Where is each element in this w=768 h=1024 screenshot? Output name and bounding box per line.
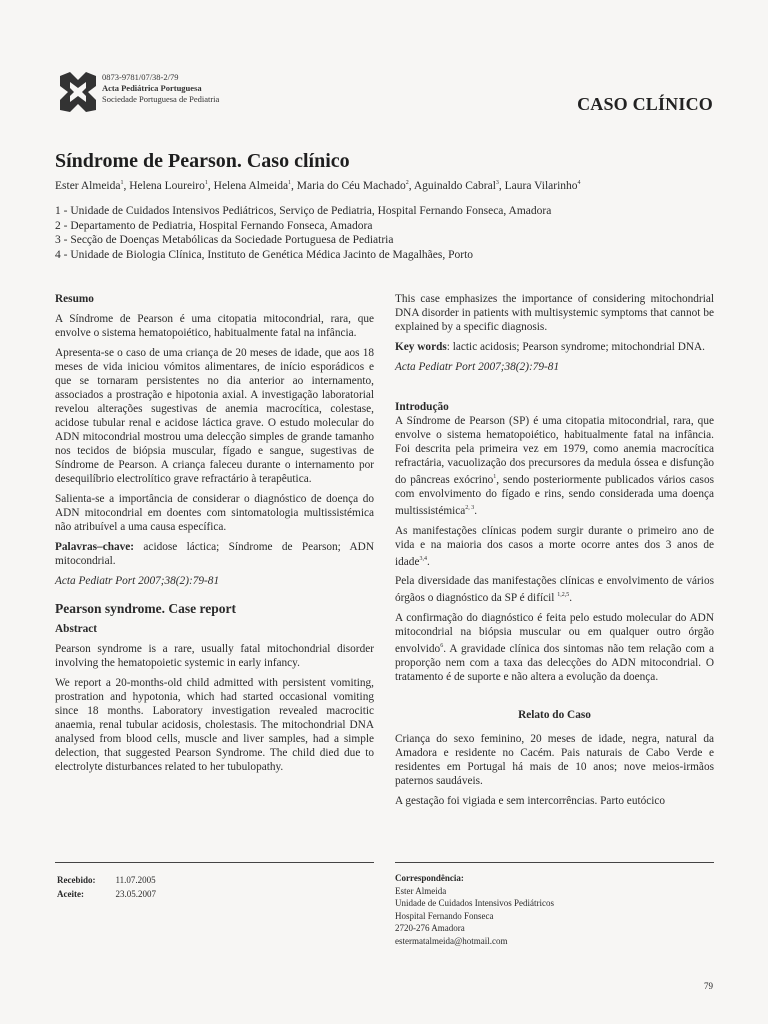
- journal-meta: [102, 72, 219, 105]
- abstract-paragraph: Pearson syndrome is a rare, usually fatal mitochondrial disorder involving the hematopoietic systemic in early infancy.: [55, 643, 374, 669]
- author: Aguinaldo Cabral: [413, 180, 496, 192]
- correspondence-line: 2720-276 Amadora: [395, 923, 465, 934]
- affiliation: 1 - Unidade de Cuidados Intensivos Pediátricos, Serviço de Pediatria, Hospital Fernando Fonseca, Amadora: [55, 205, 552, 217]
- author-list: Ester Almeida$^1$, Helena Loureiro$^1$, Helena Almeida$^1$, Maria do Céu Machado$^2$, Aguinaldo Cabral$^3$, Laura Vilarinho$^4$: [55, 180, 581, 192]
- article-title: Síndrome de Pearson. Caso clínico: [55, 150, 350, 172]
- relato-paragraph: Criança do sexo feminino, 20 meses de idade, negra, natural da Amadora e residente no Cacém. Pais naturais de Cabo Verde e residentes em Portugal há mais de 10 anos; nove meios-irmãos paternos saudáveis.: [395, 732, 714, 787]
- resumo-keywords: Palavras–chave: acidose láctica; Síndrome de Pearson; ADN mitocondrial.: [55, 541, 374, 567]
- author: Helena Loureiro: [129, 180, 205, 192]
- abstract-paragraph: This case emphasizes the importance of considering mitochondrial DNA disorder in patients with multisystemic symptoms that cannot be explained by a specific diagnosis.: [395, 293, 714, 333]
- resumo-paragraph: Salienta-se a importância de considerar o diagnóstico de doença do ADN mitocondrial em doentes com sintomatologia multissistémica não atribuível a uma causa específica.: [55, 493, 374, 533]
- affiliations: [55, 204, 715, 262]
- affiliation: 3 - Secção de Doenças Metabólicas da Sociedade Portuguesa de Pediatria: [55, 234, 394, 246]
- resumo-heading: Resumo: [55, 293, 94, 305]
- abstract-heading: Abstract: [55, 623, 98, 635]
- dates-table: [55, 872, 176, 902]
- accepted-date: 23.05.2007: [115, 889, 156, 899]
- english-title: Pearson syndrome. Case report: [55, 601, 236, 616]
- correspondence-line: Ester Almeida: [395, 885, 447, 896]
- intro-paragraph: A confirmação do diagnóstico é feita pelo estudo molecular do ADN mitocondrial na biópsia muscular ou em qualquer outro órgão envolvido$^6$. A gravidade clínica dos sintomas não tem relação com a proporção nem com a taxa das delecções do ADN mitocondrial. O tratamento é de suporte e não altera a evolução da doença.: [395, 612, 714, 683]
- correspondence-line: Hospital Fernando Fonseca: [395, 910, 494, 921]
- author: Ester Almeida: [55, 180, 121, 192]
- received-date: 11.07.2005: [115, 875, 156, 885]
- correspondence-line: Unidade de Cuidados Intensivos Pediátricos: [395, 898, 554, 909]
- affiliation: 2 - Departamento de Pediatria, Hospital Fernando Fonseca, Amadora: [55, 219, 373, 232]
- left-column: [55, 292, 374, 780]
- abstract-keywords: Key words: lactic acidosis; Pearson syndrome; mitochondrial DNA.: [395, 341, 705, 353]
- correspondence-email: estermatalmeida@hotmail.com: [395, 935, 508, 946]
- relato-heading: Relato do Caso: [518, 708, 591, 721]
- correspondence: [395, 872, 554, 948]
- author: Helena Almeida: [213, 180, 289, 192]
- abstract-paragraph: We report a 20-months-old child admitted with persistent vomiting, prostration and hypotonia, which had started occasional vomiting since 18 months. Laboratory investigation revealed macrocitic anaemia, renal tubular acidosis, cholestasis. The mitochondrial DNA analysed from blood cells, muscle and liver samples, had a simple delection, that suggested Pearson Syndrome. The child died due to electrolyte disturbances related to her tubulopathy.: [55, 677, 374, 773]
- intro-paragraph: A Síndrome de Pearson (SP) é uma citopatia mitocondrial, rara, que envolve o sistema hematopoiético, habitualmente fatal na infância. Foi descrita pela primeira vez em 1979, como anemia macrocítica refractária, vacuolização dos precursores da medula óssea e disfunção do pâncreas exócrino$^1$, sendo posteriormente publicados vários casos com envolvimento do fígado e rins, sendo considerada uma doença multissistémica$^{2, 3}$.: [395, 415, 714, 517]
- resumo-citation: Acta Pediatr Port 2007;38(2):79-81: [55, 575, 220, 587]
- author: Maria do Céu Machado: [296, 180, 406, 192]
- footer-rule-right: [395, 862, 714, 863]
- abstract-citation: Acta Pediatr Port 2007;38(2):79-81: [395, 361, 560, 373]
- affiliation: 4 - Unidade de Biologia Clínica, Instituto de Genética Médica Jacinto de Magalhães, Porto: [55, 248, 474, 261]
- resumo-paragraph: Apresenta-se o caso de uma criança de 20 meses de idade, que aos 18 meses de vida iniciou vómitos alimentares, de início esporádicos e que se tornaram persistentes no dia anterior ao internamento, associados a prostração e hipotonia axial. A investigação laboratorial revelou alterações sugestivas de anemia macrocítica, colestase, acidose tubular renal e acidose láctica grave. O estudo molecular do ADN mitocondrial mostrou uma delecção simples de grande tamanho nos tecidos de biópsia muscular, fígado e sangue, sugestivas de Síndrome de Pearson. A criança faleceu durante o internamento por desequilíbrio electrolítico grave refractário à terapêutica.: [55, 347, 374, 485]
- accepted-label: Aceite:: [57, 889, 84, 899]
- received-label: Recebido:: [57, 875, 96, 885]
- journal-logo: [56, 70, 100, 114]
- issn: 0873-9781/07/38-2/79: [102, 72, 179, 82]
- resumo-paragraph: A Síndrome de Pearson é uma citopatia mitocondrial, rara, que envolve o sistema hematopoiético, habitualmente fatal na infância.: [55, 313, 374, 339]
- section-label: CASO CLÍNICO: [577, 94, 713, 114]
- journal-name: Acta Pediátrica Portuguesa: [102, 83, 202, 93]
- author: Laura Vilarinho: [504, 180, 578, 192]
- page-number: 79: [704, 981, 713, 991]
- right-column: [395, 292, 714, 814]
- relato-paragraph: A gestação foi vigiada e sem intercorrências. Parto eutócico: [395, 794, 666, 807]
- footer-rule-left: [55, 862, 374, 863]
- society-name: Sociedade Portuguesa de Pediatria: [102, 94, 220, 104]
- intro-paragraph: As manifestações clínicas podem surgir durante o primeiro ano de vida e na maioria dos casos a morte ocorre antes dos 3 anos de idade$^{3,4}$.: [395, 524, 714, 568]
- correspondence-label: Correspondência:: [395, 873, 464, 883]
- introducao-heading: Introdução: [395, 401, 449, 413]
- intro-paragraph: Pela diversidade das manifestações clínicas e envolvimento de vários órgãos o diagnóstico da SP é difícil $^{1,2,5}$.: [395, 575, 714, 605]
